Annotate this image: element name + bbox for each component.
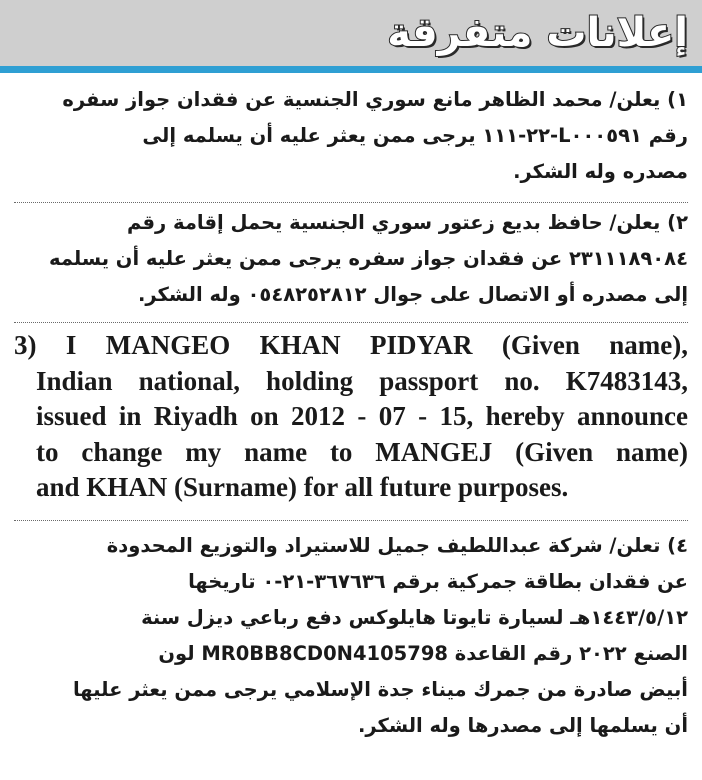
header-divider [0,66,702,73]
ad-4-line-5: أبيض صادرة من جمرك ميناء جدة الإسلامي يرجى ممن يعثر عليها [72,678,688,701]
ad-3-line-4: to change my name to MANGEJ (Given name) [36,436,688,467]
classified-ad-2 [14,205,688,313]
ad-3-line-1: 3) I MANGEO KHAN PIDYAR (Given name), [14,330,688,360]
classified-ad-3 [14,328,688,506]
classified-ad-1 [14,82,688,190]
ad-2-line-1: ٢) يعلن/ حافظ بديع زعتور سوري الجنسية يحمل إقامة رقم [126,211,688,234]
ad-4-line-3: ١٤٤٣/٥/١٢هـ لسيارة تايوتا هايلوكس دفع رباعي ديزل سنة [141,606,688,629]
ad-4-line-4: الصنع ٢٠٢٢ رقم القاعدة MR0BB8CD0N4105798 لون [158,642,688,665]
section-header [0,0,702,66]
ad-1-line-2: رقم L٠٠٠٥٩١-٢٢-١١١ يرجى ممن يعثر عليه أن يسلمه إلى [142,124,688,147]
ad-2-line-3: إلى مصدره أو الاتصال على جوال ٠٥٤٨٢٥٢٨١٢ وله الشكر. [137,283,688,306]
ad-2-line-2: ٢٣١١١٨٩٠٨٤ عن فقدان جواز سفره يرجى ممن يعثر عليه أن يسلمه [49,247,688,270]
ad-3-line-3: issued in Riyadh on 2012 - 07 - 15, hereby announce [36,401,688,431]
ad-4-line-6: أن يسلمها إلى مصدرها وله الشكر. [357,714,688,737]
ad-4-line-2: عن فقدان بطاقة جمركية برقم ٣٦٧٦٣٦-٢١-٠ تاريخها [188,570,688,593]
ad-4-line-1: ٤) تعلن/ شركة عبداللطيف جميل للاستيراد والتوزيع المحدودة [106,534,688,557]
ad-1-line-3: مصدره وله الشكر. [513,160,688,183]
classified-ad-4 [14,528,688,744]
section-title: إعلانات متفرقة [387,10,688,56]
ad-1-line-1: ١) يعلن/ محمد الظاهر مانع سوري الجنسية عن فقدان جواز سفره [62,88,688,111]
ad-3-line-5: and KHAN (Surname) for all future purposes. [36,472,569,502]
ad-3-line-2: Indian national, holding passport no. K7483143, [36,365,688,396]
ad-separator [14,322,688,323]
ad-separator [14,520,688,521]
ad-separator [14,202,688,203]
